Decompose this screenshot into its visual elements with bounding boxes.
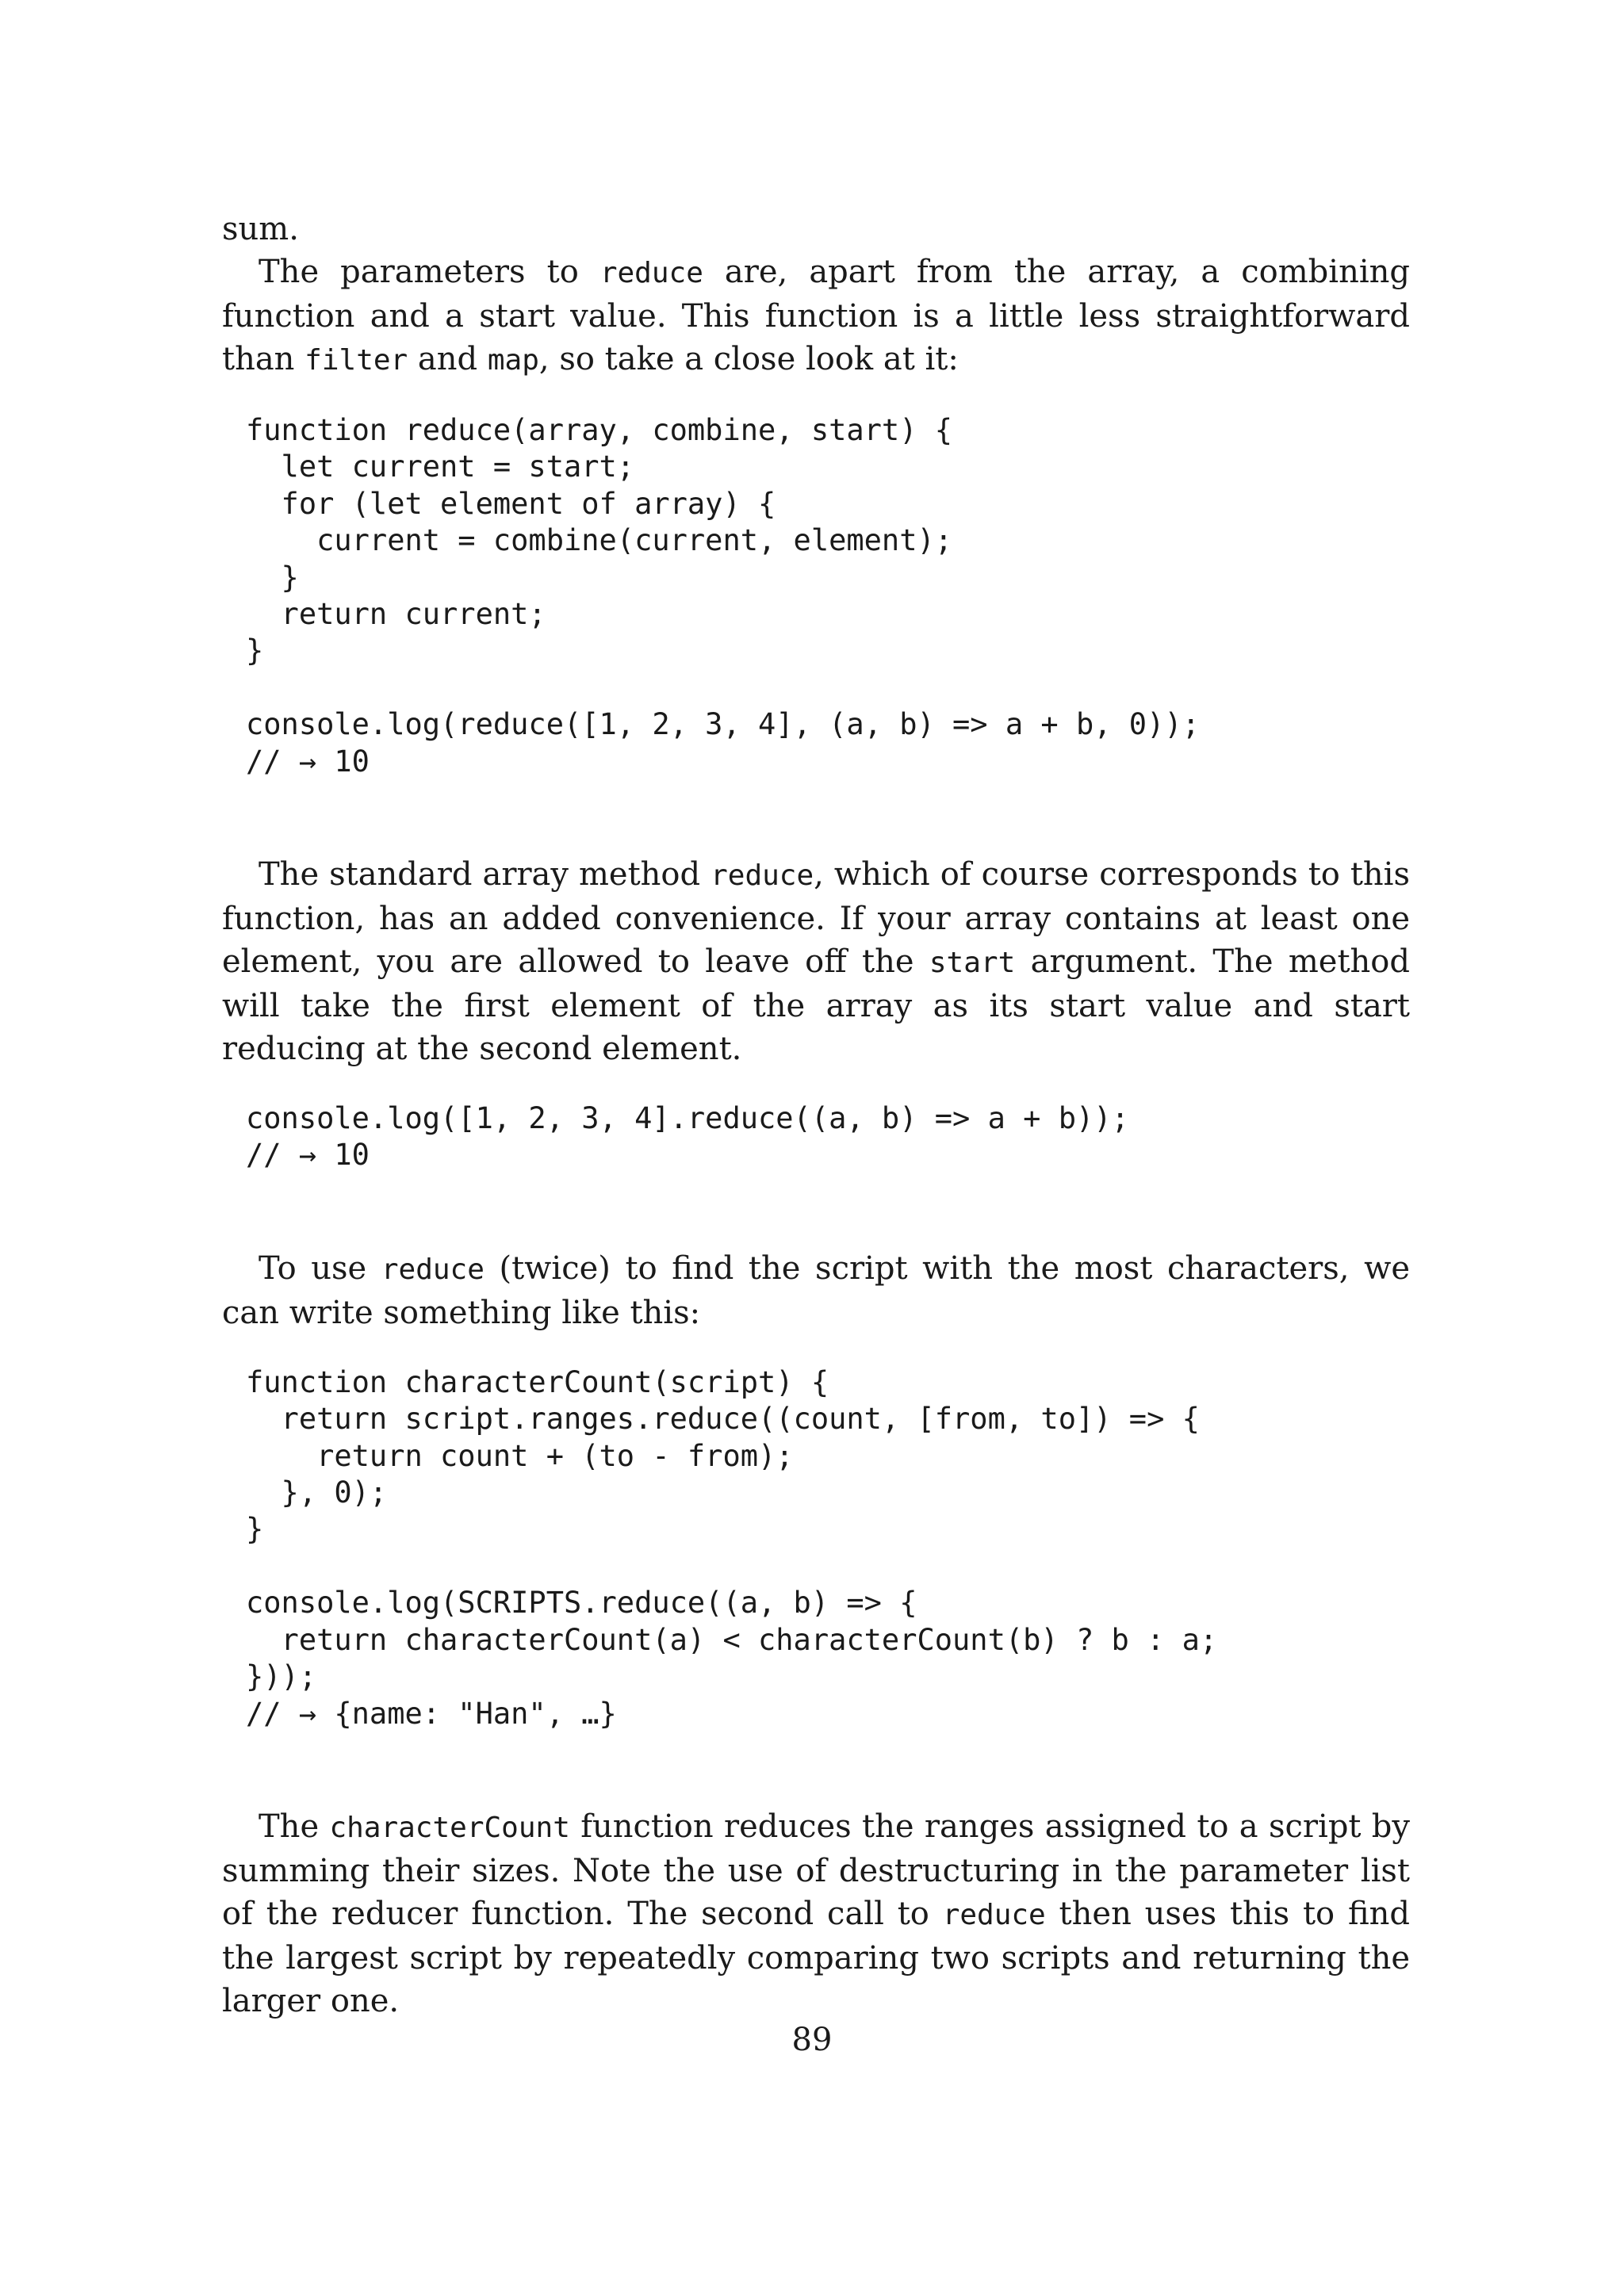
code-line: } bbox=[246, 1512, 264, 1547]
page-content bbox=[222, 208, 1410, 2022]
inline-code: characterCount bbox=[329, 1811, 570, 1844]
inline-code: reduce bbox=[710, 859, 814, 893]
code-line: console.log([1, 2, 3, 4].reduce((a, b) => a + b)); bbox=[246, 1101, 1129, 1136]
paragraph-standard-reduce: The standard array method reduce, which of course corresponds to this function, has an added convenience. If your array contains at least one element, you are allowed to leave off the start argument. The method will take the first element of the array as its start value and start reducing at the second element. bbox=[222, 856, 1411, 1068]
code-line: function characterCount(script) { bbox=[246, 1364, 829, 1399]
page-number: 89 bbox=[791, 2022, 833, 2058]
code-block-character-count bbox=[222, 1364, 1410, 1732]
code-line: let current = start; bbox=[246, 450, 635, 484]
code-line: } bbox=[246, 633, 264, 668]
code-line: // → 10 bbox=[246, 744, 370, 779]
code-line: })); bbox=[246, 1659, 317, 1694]
code-block-array-reduce bbox=[222, 1100, 1410, 1174]
inline-code: map bbox=[487, 344, 539, 377]
inline-code: filter bbox=[304, 344, 408, 377]
code-line: return characterCount(a) < characterCount(b) ? b : a; bbox=[246, 1622, 1218, 1657]
code-line: // → {name: "Han", …} bbox=[246, 1696, 617, 1731]
paragraph-reduce-parameters: The parameters to reduce are, apart from the array, a combining function and a start value. This function is a little less straightforward than filter and map, so take a close look at it: bbox=[222, 254, 1410, 377]
code-line: } bbox=[246, 560, 299, 595]
inline-code: reduce bbox=[942, 1898, 1046, 1931]
inline-code: reduce bbox=[599, 257, 703, 289]
code-line: }, 0); bbox=[246, 1475, 388, 1510]
code-line: return current; bbox=[246, 597, 546, 632]
inline-code: start bbox=[929, 947, 1016, 980]
paragraph-continuation: sum. bbox=[222, 211, 299, 247]
inline-code: reduce bbox=[381, 1253, 485, 1286]
code-line: current = combine(current, element); bbox=[246, 523, 953, 558]
code-line: return script.ranges.reduce((count, [from, to]) => { bbox=[246, 1402, 1200, 1437]
code-line: console.log(reduce([1, 2, 3, 4], (a, b) => a + b, 0)); bbox=[246, 707, 1200, 742]
code-line: console.log(SCRIPTS.reduce((a, b) => { bbox=[246, 1586, 917, 1621]
paragraph-character-count-explanation: The characterCount function reduces the ranges assigned to a script by summing their sizes. Note the use of destructuring in the parameter list of the reducer function. The second call to reduce then uses this to find the largest script by repeatedly comparing two scripts and returning the larger one. bbox=[222, 1808, 1411, 2019]
code-line: // → 10 bbox=[246, 1138, 370, 1173]
code-line: return count + (to - from); bbox=[246, 1438, 794, 1473]
paragraph-reduce-twice: To use reduce (twice) to find the script with the most characters, we can write something like this: bbox=[222, 1249, 1410, 1331]
code-line: function reduce(array, combine, start) { bbox=[246, 413, 953, 447]
code-line: for (let element of array) { bbox=[246, 486, 776, 521]
code-block-reduce-function bbox=[222, 412, 1410, 780]
code-line bbox=[246, 670, 1410, 706]
code-line bbox=[246, 1548, 1410, 1585]
